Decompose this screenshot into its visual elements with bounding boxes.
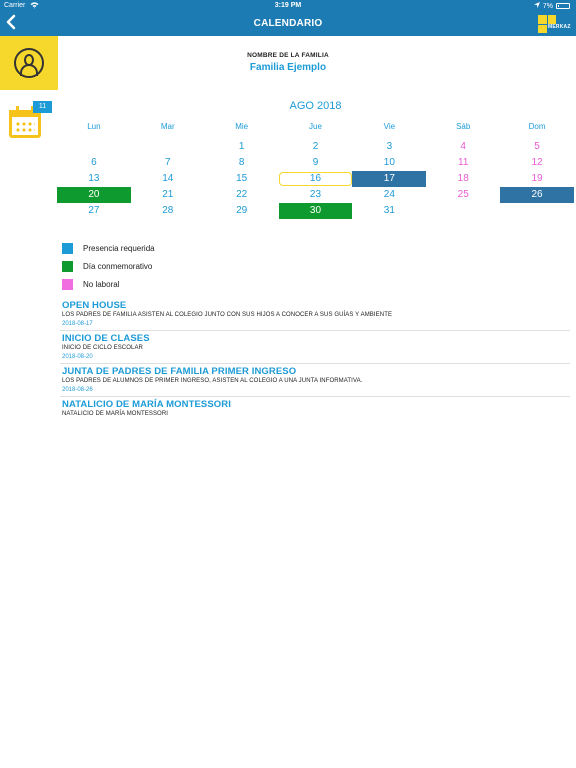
- weekday-label: Dom: [528, 122, 546, 131]
- event-item[interactable]: [60, 397, 570, 420]
- calendar-grid: [57, 121, 574, 219]
- calendar-day-event[interactable]: 20: [57, 187, 131, 203]
- brand-logo: [538, 15, 571, 33]
- event-date: 2018-08-20: [62, 354, 93, 360]
- event-title: JUNTA DE PADRES DE FAMILIA PRIMER INGRESO: [62, 366, 297, 377]
- legend: [62, 239, 155, 293]
- weekday-label: Jue: [309, 122, 322, 131]
- calendar-day[interactable]: 11: [458, 157, 469, 168]
- calendar-week: [57, 187, 574, 203]
- calendar-day[interactable]: 15: [236, 173, 248, 184]
- calendar-day-empty: [500, 203, 574, 219]
- calendar-week: [57, 203, 574, 219]
- status-bar: [0, 0, 576, 12]
- calendar-day-event[interactable]: 30: [279, 203, 353, 219]
- weekday-label: Sáb: [456, 122, 471, 131]
- calendar-day-event[interactable]: 17: [352, 171, 426, 187]
- weekday-label: Lun: [87, 122, 101, 131]
- calendar-day[interactable]: 12: [531, 157, 543, 168]
- calendar-day[interactable]: 23: [309, 189, 322, 200]
- calendar-day[interactable]: 21: [162, 189, 174, 200]
- calendar-day[interactable]: 27: [88, 205, 100, 216]
- event-description: LOS PADRES DE FAMILIA ASISTEN AL COLEGIO JUNTO CON SUS HIJOS A CONOCER A SUS GUÍAS Y AMBIENTE: [62, 312, 393, 318]
- event-title: OPEN HOUSE: [62, 300, 127, 311]
- calendar-day[interactable]: 3: [386, 141, 393, 152]
- legend-label: No laboral: [83, 279, 120, 289]
- calendar-day[interactable]: 28: [162, 205, 174, 216]
- logo-text: MERKAZ: [548, 24, 571, 30]
- battery-icon: [556, 3, 570, 9]
- location-icon: [534, 2, 540, 10]
- calendar-day[interactable]: 10: [383, 157, 395, 168]
- legend-swatch-green: [62, 261, 73, 272]
- carrier-label: Carrier: [4, 2, 26, 9]
- event-item[interactable]: [60, 364, 570, 397]
- calendar-day[interactable]: 22: [236, 189, 248, 200]
- legend-label: Día conmemorativo: [83, 261, 153, 271]
- family-label: NOMBRE DE LA FAMILIA: [247, 52, 329, 59]
- event-description: INICIO DE CICLO ESCOLAR: [62, 345, 143, 351]
- battery-percent: 7%: [542, 2, 553, 10]
- calendar-day[interactable]: 8: [238, 157, 245, 168]
- weekday-header: [57, 121, 574, 139]
- calendar-day[interactable]: 29: [236, 205, 248, 216]
- calendar-day[interactable]: 4: [460, 141, 466, 152]
- calendar-day[interactable]: 13: [88, 173, 100, 184]
- calendar-day[interactable]: 31: [383, 205, 395, 216]
- event-date: 2018-08-17: [62, 321, 93, 327]
- calendar-day[interactable]: 5: [534, 141, 540, 152]
- calendar-day[interactable]: 25: [457, 189, 469, 200]
- weekday-label: Vie: [383, 122, 396, 131]
- family-name: Familia Ejemplo: [249, 62, 327, 73]
- event-item[interactable]: [60, 331, 570, 364]
- calendar-day[interactable]: 7: [164, 157, 171, 168]
- event-title: INICIO DE CLASES: [62, 333, 150, 344]
- calendar-week: [57, 171, 574, 187]
- calendar-day-empty: [426, 203, 500, 219]
- event-list: [60, 298, 570, 420]
- calendar-day-empty: [57, 139, 131, 155]
- calendar-day-today[interactable]: 16: [279, 172, 353, 186]
- event-description: LOS PADRES DE ALUMNOS DE PRIMER INGRESO, ASISTEN AL COLEGIO A UNA JUNTA INFORMATIVA.: [62, 378, 363, 384]
- calendar-day[interactable]: 2: [312, 141, 319, 152]
- calendar-day-empty: [131, 139, 205, 155]
- calendar-day[interactable]: 14: [162, 173, 174, 184]
- event-description: NATALICIO DE MARÍA MONTESSORI: [62, 411, 169, 417]
- event-date: 2018-08-26: [62, 387, 93, 393]
- legend-item: [62, 239, 155, 257]
- weekday-label: Mie: [235, 122, 249, 131]
- calendar-day[interactable]: 9: [312, 157, 319, 168]
- calendar-week: [57, 155, 574, 171]
- calendar-day[interactable]: 18: [457, 173, 469, 184]
- notification-badge: 11: [33, 101, 52, 113]
- weekday-label: Mar: [160, 122, 175, 131]
- calendar-day[interactable]: 24: [383, 189, 395, 200]
- navigation-bar: [0, 12, 576, 36]
- calendar-day[interactable]: 1: [238, 141, 245, 152]
- calendar-day[interactable]: 6: [91, 157, 97, 168]
- legend-item: [62, 257, 155, 275]
- page-title: CALENDARIO: [253, 18, 323, 29]
- legend-label: Presencia requerida: [83, 243, 155, 253]
- legend-swatch-blue: [62, 243, 73, 254]
- calendar-day-event[interactable]: 26: [500, 187, 574, 203]
- family-header: [0, 52, 576, 73]
- calendar-day[interactable]: 19: [531, 173, 543, 184]
- clock: 3:19 PM: [274, 2, 302, 9]
- event-item[interactable]: [60, 298, 570, 331]
- calendar-week: [57, 139, 574, 155]
- legend-item: [62, 275, 155, 293]
- month-title: AGO 2018: [289, 100, 342, 112]
- legend-swatch-pink: [62, 279, 73, 290]
- event-title: NATALICIO DE MARÍA MONTESSORI: [62, 399, 231, 410]
